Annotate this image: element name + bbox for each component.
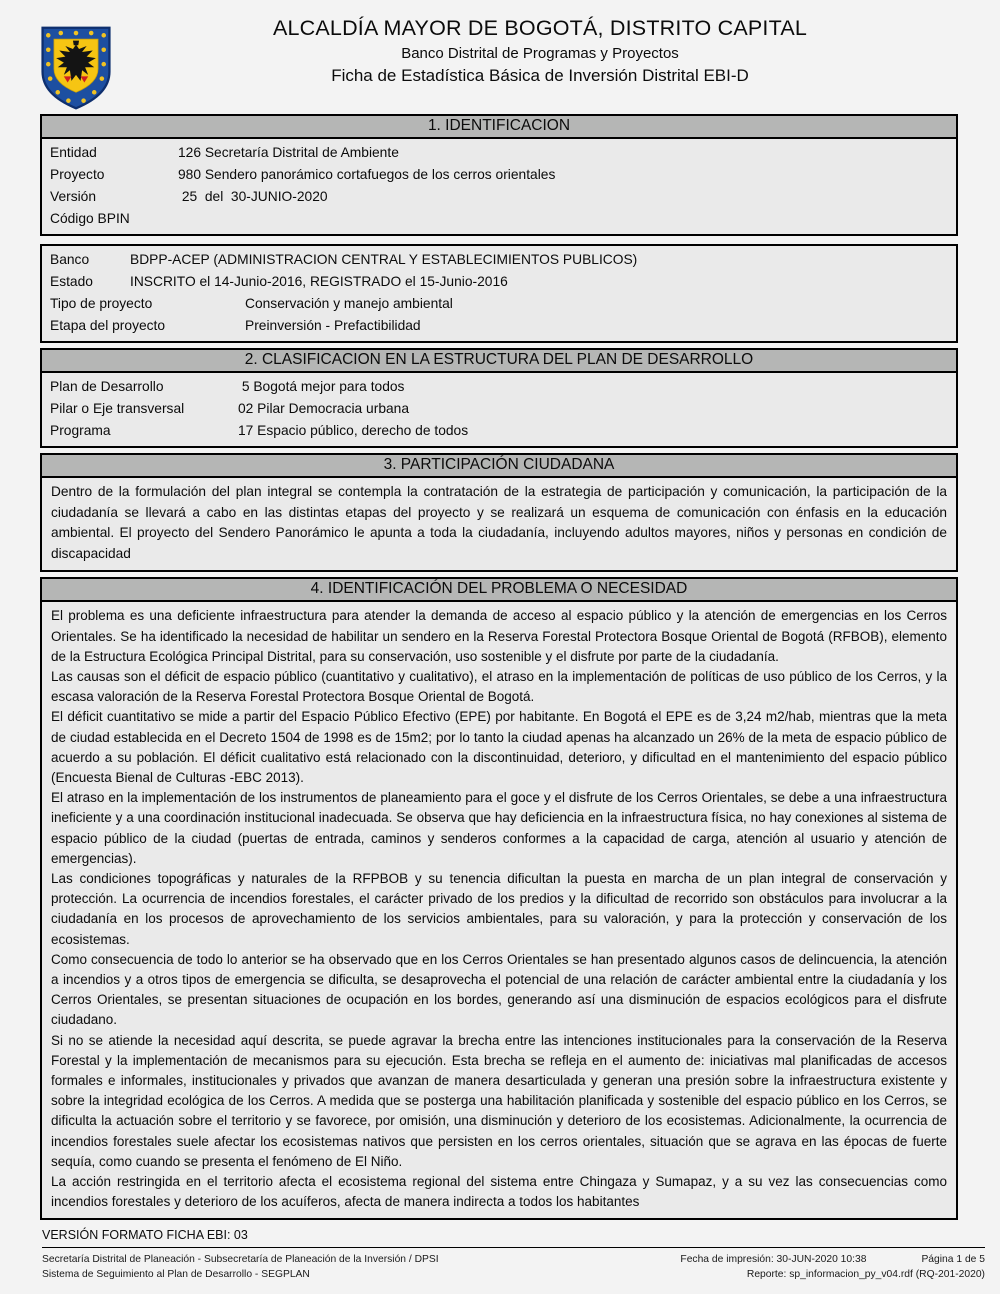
field-value: Preinversión - Prefactibilidad <box>245 318 421 333</box>
field-value: INSCRITO el 14-Junio-2016, REGISTRADO el 15-Junio-2016 <box>130 274 508 289</box>
footer-entity-line: Secretaría Distrital de Planeación - Subsecretaría de Planeación de la Inversión / DPSI <box>42 1254 439 1266</box>
field-value: Conservación y manejo ambiental <box>245 296 453 311</box>
row-etapa-proyecto <box>50 315 948 337</box>
problema-text <box>42 602 956 1218</box>
field-label: Tipo de proyecto <box>50 296 153 311</box>
footer-page-number: Página 1 de 5 <box>921 1254 985 1266</box>
clasificacion-rows <box>42 373 956 446</box>
section-problema <box>40 577 958 1220</box>
section-banco-estado <box>40 244 958 343</box>
row-programa <box>50 420 948 442</box>
footer-row-2 <box>42 1267 985 1282</box>
banco-rows <box>42 246 956 341</box>
problema-paragraph: Como consecuencia de todo lo anterior se ha observado que en los Cerros Orientales se han presentado algunos casos de delincuencia, la atención a incendios y a otros tipos de emergencia se dificulta, se desaprovecha el potencial de una relación de carácter ambiental entre la ciudadanía y los Cerros Orientales, se presentan situaciones de ocupación en los bordes, generando así una disminución de espacios ecológicos para el disfrute ciudadano. <box>51 951 947 1028</box>
field-value: 02 Pilar Democracia urbana <box>238 401 410 416</box>
footer-system-line: Sistema de Seguimiento al Plan de Desarrollo - SEGPLAN <box>42 1269 310 1281</box>
footer-print-date: Fecha de impresión: 30-JUN-2020 10:38 <box>680 1254 867 1266</box>
format-version-label: VERSIÓN FORMATO FICHA EBI: 03 <box>42 1228 248 1243</box>
field-label: Programa <box>50 423 111 438</box>
section-clasificacion-title: 2. CLASIFICACION EN LA ESTRUCTURA DEL PLAN DE DESARROLLO <box>42 350 956 373</box>
field-label: Pilar o Eje transversal <box>50 401 185 416</box>
document-subtitle-ficha: Ficha de Estadística Básica de Inversión Distrital EBI-D <box>331 66 749 85</box>
bogota-coat-of-arms-icon <box>38 24 114 112</box>
problema-paragraph: El atraso en la implementación de los instrumentos de planeamiento para el goce y el disfrute de los Cerros Orientales, se debe a una infraestructura ineficiente y a una coordinación institucional inadecuada. Se observa que hay deficiencia en la infraestructura física, no hay conexiones al sistema de espacio público de la ciudad (puertas de entrada, caminos y senderos conformes a la capacidad de carga, atención al usuario y atención de emergencias). <box>51 790 947 866</box>
footer-report-name: Reporte: sp_informacion_py_v04.rdf (RQ-201-2020) <box>746 1269 985 1281</box>
problema-paragraph: El déficit cuantitativo se mide a partir del Espacio Público Efectivo (EPE) por habitante. En Bogotá el EPE es de 3,24 m2/hab, mientras que la meta de ciudad establecida en el Decreto 1504 de 1998 es de 15m2; por lo tanto la ciudad apenas ha alcanzado un 26% de la meta de espacio público de acuerdo a su población. El déficit cualitativo está relacionado con la discontinuidad, deterioro, y dificultad en el mantenimiento del espacio público (Encuesta Bienal de Culturas -EBC 2013). <box>51 709 947 785</box>
document-titles <box>110 16 970 86</box>
field-label: Plan de Desarrollo <box>50 379 164 394</box>
row-codigo-bpin <box>50 208 948 230</box>
row-proyecto <box>50 164 948 186</box>
section-problema-title: 4. IDENTIFICACIÓN DEL PROBLEMA O NECESIDAD <box>42 579 956 602</box>
row-plan-desarrollo <box>50 376 948 398</box>
document-subtitle-bank: Banco Distrital de Programas y Proyectos <box>401 45 679 62</box>
problema-paragraph: La acción restringida en el territorio afecta el ecosistema regional del sistema entre Chingaza y Sumapaz, y a su vez las consecuencias como incendios forestales y deterioro de los acuíferos, afecta de manera indirecta a todos los habitantes <box>51 1174 947 1210</box>
row-banco <box>50 249 948 271</box>
footer-divider <box>42 1247 985 1248</box>
field-value: 5 Bogotá mejor para todos <box>238 379 405 394</box>
row-estado <box>50 271 948 293</box>
problema-paragraph: Las condiciones topográficas y naturales de la RFPBOB y su tenencia dificultan la puesta en marcha de un plan integral de conservación y protección. La ocurrencia de incendios forestales, el carácter privado de los predios y la dificultad de recorrido son obstáculos para involucrar a la ciudadanía en los procesos de aprovechamiento de los servicios ambientales, para su valoración, y para la protección y conservación de los ecosistemas. <box>51 871 947 947</box>
identificacion-rows <box>42 139 956 234</box>
field-label: Etapa del proyecto <box>50 318 166 333</box>
participacion-text <box>42 478 956 570</box>
field-value: 126 Secretaría Distrital de Ambiente <box>178 145 399 160</box>
problema-paragraph: Las causas son el déficit de espacio público (cuantitativo y cualitativo), el atraso en la implementación de políticas de uso público de los Cerros, y la escasa valoración de la Reserva Forestal Protectora Bosque Oriental de Bogotá. <box>51 668 947 705</box>
participacion-paragraph: Dentro de la formulación del plan integral se contempla la contratación de la estrategia de participación y comunicación, la participación de la ciudadanía se llevará a cabo en las distintas etapas del proyecto y se realizará un esquema de comunicación con énfasis en la educación ambiental. El proyecto del Sendero Panorámico le apunta a toda la ciudadanía, incluyendo adultos mayores, niños y personas en condición de discapacidad <box>51 484 947 561</box>
field-label: Código BPIN <box>50 211 130 226</box>
section-identificacion <box>40 114 958 236</box>
section-participacion <box>40 453 958 572</box>
field-value: BDPP-ACEP (ADMINISTRACION CENTRAL Y ESTABLECIMIENTOS PUBLICOS) <box>130 252 638 267</box>
problema-paragraph: Si no se atiende la necesidad aquí descrita, se puede agravar la brecha entre las intenciones institucionales para la conservación de la Reserva Forestal y la implementación de mecanismos para su ejecución. Esta brecha se refleja en el aumento de: iniciativas mal planificadas de accesos formales e informales, institucionales y privados que avanzan de manera desarticulada y generan una presión sobre la infraestructura existente y sobre la integridad ecológica de los Cerros. A medida que se posterga una habilitación planificada y sostenible del espacio público en los Cerros, se dificulta la actuación sobre el territorio y se favorece, por omisión, una disminución y deterioro de los ecosistemas. Adicionalmente, la ocurrencia de incendios forestales suele afectar los ecosistemas nativos que persisten en los cerros orientales, situación que se agrava en las épocas de fuerte sequía, como cuando se presenta el fenómeno de El Niño. <box>51 1032 947 1169</box>
section-participacion-title: 3. PARTICIPACIÓN CIUDADANA <box>42 455 956 478</box>
row-entidad <box>50 142 948 164</box>
section-identificacion-title: 1. IDENTIFICACION <box>42 116 956 139</box>
field-value: 25 del 30-JUNIO-2020 <box>178 189 328 204</box>
field-label: Versión <box>50 189 97 204</box>
footer-row-1 <box>42 1252 985 1267</box>
field-label: Estado <box>50 274 93 289</box>
row-pilar-eje <box>50 398 948 420</box>
document-body <box>0 114 1000 1220</box>
document-title: ALCALDÍA MAYOR DE BOGOTÁ, DISTRITO CAPITAL <box>272 16 808 40</box>
field-value: 980 Sendero panorámico cortafuegos de los cerros orientales <box>178 167 556 182</box>
problema-paragraph: El problema es una deficiente infraestructura para atender la demanda de acceso al espacio público y la atención de emergencias en los Cerros Orientales. Se ha identificado la necesidad de habilitar un sendero en la Reserva Forestal Protectora Bosque Oriental de Bogotá (RFBOB), elemento de la Estructura Ecológica Principal Distrital, para su conservación, uso sostenible y el disfrute por parte de la ciudadanía. <box>51 608 947 664</box>
document-footer <box>0 1220 1000 1282</box>
field-value <box>178 208 948 230</box>
field-label: Entidad <box>50 145 97 160</box>
field-label: Banco <box>50 252 90 267</box>
field-value: 17 Espacio público, derecho de todos <box>238 423 469 438</box>
document-header <box>0 0 1000 114</box>
row-tipo-proyecto <box>50 293 948 315</box>
section-clasificacion <box>40 348 958 448</box>
row-version <box>50 186 948 208</box>
field-label: Proyecto <box>50 167 105 182</box>
